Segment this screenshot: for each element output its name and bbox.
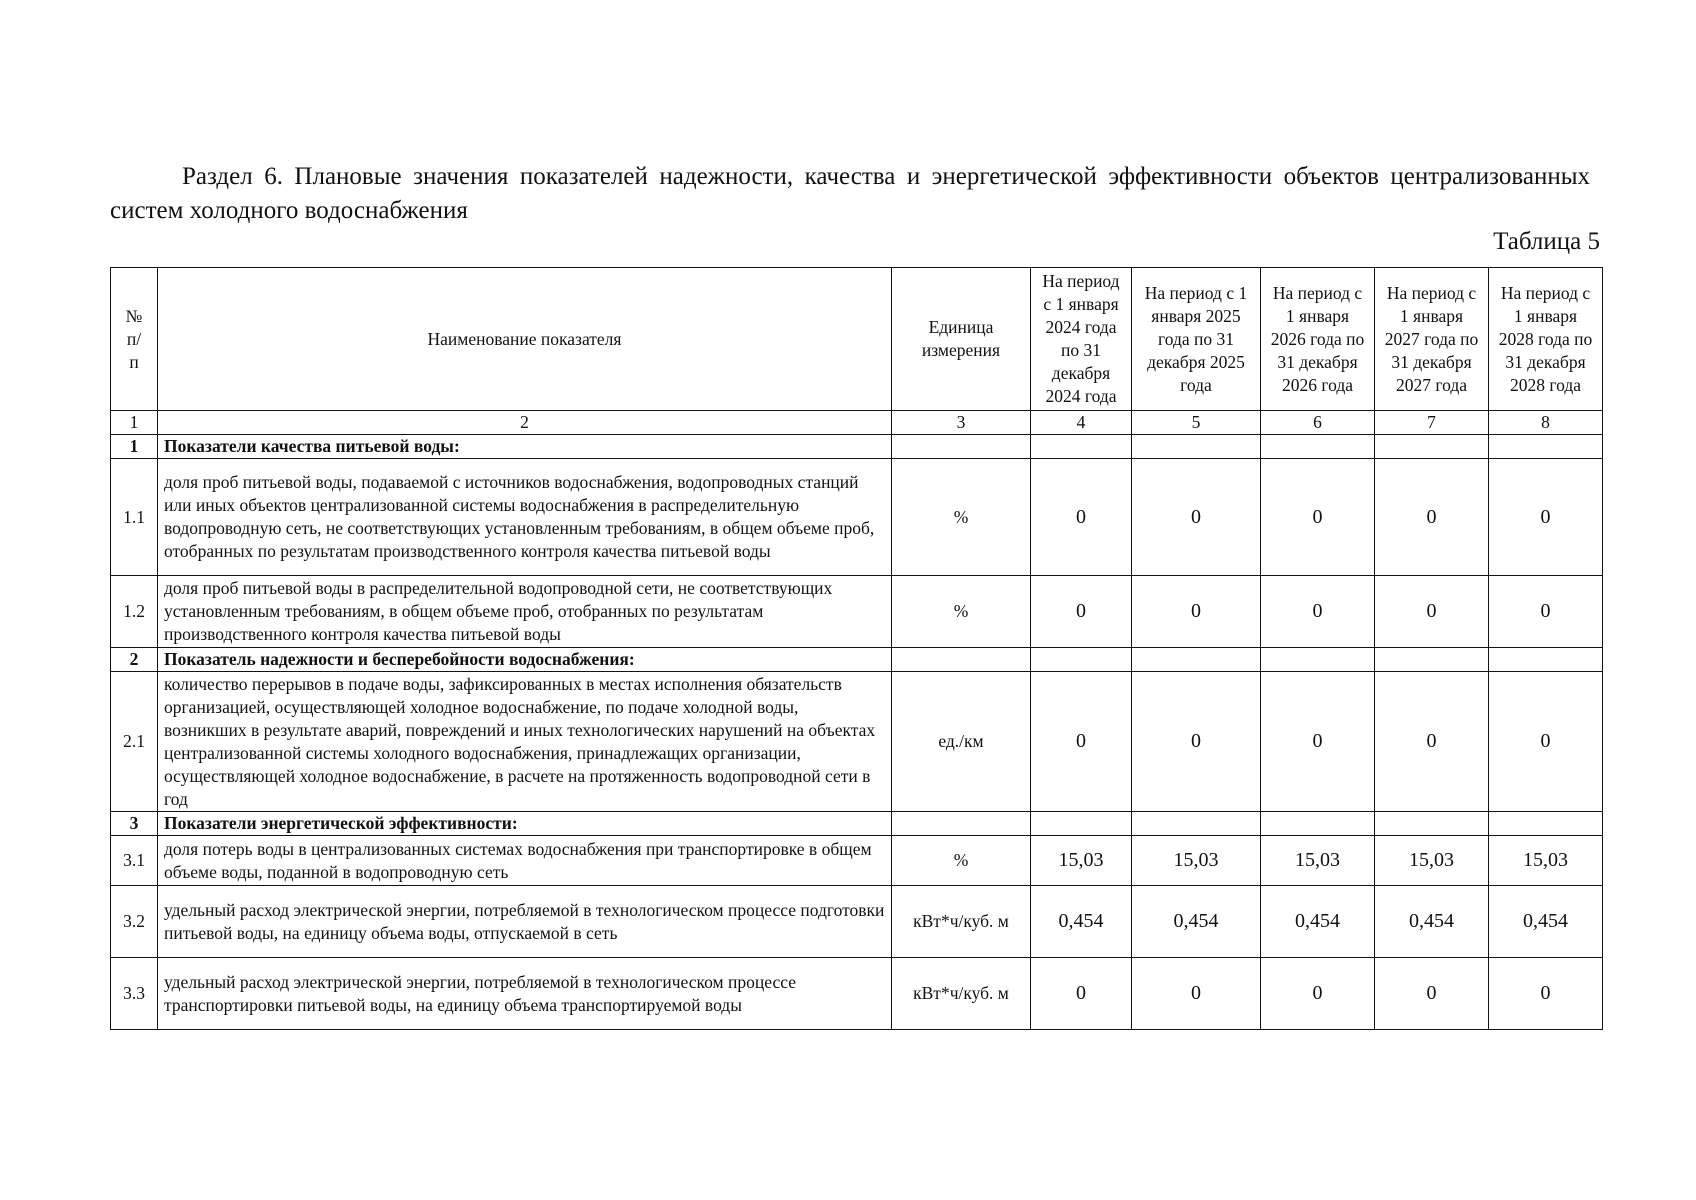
value-cell: 0,454 [1031, 886, 1132, 958]
unit-cell: кВт*ч/куб. м [892, 886, 1031, 958]
table-row [111, 576, 1603, 648]
value-cell: 0,454 [1132, 886, 1261, 958]
unit-cell: % [892, 576, 1031, 648]
table-row [111, 459, 1603, 576]
section-number: 3 [111, 812, 158, 836]
row-number: 1.1 [111, 459, 158, 576]
table-row [111, 958, 1603, 1030]
value-cell: 15,03 [1375, 836, 1489, 886]
section-title: Показатель надежности и бесперебойности водоснабжения: [158, 648, 892, 672]
section-heading: Раздел 6. Плановые значения показателей надежности, качества и энергетической эффективности объектов централизованных систем холодного водоснабжения [110, 163, 1590, 224]
value-cell: 0 [1261, 958, 1375, 1030]
col-number: 2 [158, 411, 892, 435]
value-cell: 0 [1031, 576, 1132, 648]
value-cell: 0 [1132, 576, 1261, 648]
value-cell: 0,454 [1261, 886, 1375, 958]
indicator-name: доля проб питьевой воды в распределительной водопроводной сети, не соответствующих установленным требованиям, в общем объеме проб, отобранных по результатам производственного контроля качества питьевой воды [158, 576, 892, 648]
value-cell: 15,03 [1031, 836, 1132, 886]
header-name: Наименование показателя [158, 268, 892, 411]
unit-cell: кВт*ч/куб. м [892, 958, 1031, 1030]
section-row [111, 435, 1603, 459]
header-unit: Единица измерения [892, 268, 1031, 411]
indicators-table [110, 267, 1603, 1030]
col-number: 5 [1132, 411, 1261, 435]
indicator-name: доля потерь воды в централизованных системах водоснабжения при транспортировке в общем объеме воды, поданной в водопроводную сеть [158, 836, 892, 886]
unit-cell: ед./км [892, 672, 1031, 812]
value-cell: 0 [1031, 672, 1132, 812]
value-cell: 0 [1261, 576, 1375, 648]
indicator-name: доля проб питьевой воды, подаваемой с источников водоснабжения, водопроводных станций или иных объектов централизованной системы водоснабжения в распределительную водопроводную сеть, не соответствующих установленным требованиям, в общем объеме проб, отобранных по результатам производственного контроля качества питьевой воды [158, 459, 892, 576]
table-row [111, 836, 1603, 886]
header-period-2026: На период с 1 января 2026 года по 31 декабря 2026 года [1261, 268, 1375, 411]
col-number: 7 [1375, 411, 1489, 435]
col-number: 3 [892, 411, 1031, 435]
header-period-2028: На период с 1 января 2028 года по 31 декабря 2028 года [1489, 268, 1603, 411]
indicator-name: удельный расход электрической энергии, потребляемой в технологическом процессе транспортировки питьевой воды, на единицу объема транспортируемой воды [158, 958, 892, 1030]
header-period-2027: На период с 1 января 2027 года по 31 декабря 2027 года [1375, 268, 1489, 411]
section-title: Показатели энергетической эффективности: [158, 812, 892, 836]
row-number: 3.1 [111, 836, 158, 886]
table-row [111, 672, 1603, 812]
col-number: 1 [111, 411, 158, 435]
value-cell: 0 [1375, 459, 1489, 576]
indicator-name: количество перерывов в подаче воды, зафиксированных в местах исполнения обязательств организацией, осуществляющей холодное водоснабжение, по подаче холодной воды, возникших в результате аварий, повреждений и иных технологических нарушений на объектах централизованной системы холодного водоснабжения, принадлежащих организации, осуществляющей холодное водоснабжение, в расчете на протяженность водопроводной сети в год [158, 672, 892, 812]
row-number: 3.3 [111, 958, 158, 1030]
value-cell: 0,454 [1375, 886, 1489, 958]
section-title: Показатели качества питьевой воды: [158, 435, 892, 459]
header-row [111, 268, 1603, 411]
value-cell: 15,03 [1489, 836, 1603, 886]
indicator-name: удельный расход электрической энергии, потребляемой в технологическом процессе подготовки питьевой воды, на единицу объема воды, отпускаемой в сеть [158, 886, 892, 958]
section-row [111, 812, 1603, 836]
value-cell: 0 [1031, 958, 1132, 1030]
value-cell: 0 [1132, 672, 1261, 812]
row-number: 2.1 [111, 672, 158, 812]
value-cell: 0 [1261, 672, 1375, 812]
header-num: № п/ п [111, 268, 158, 411]
value-cell: 0 [1375, 576, 1489, 648]
value-cell: 0 [1489, 576, 1603, 648]
unit-cell: % [892, 836, 1031, 886]
row-number: 1.2 [111, 576, 158, 648]
value-cell: 0 [1132, 459, 1261, 576]
table-label: Таблица 5 [1493, 228, 1600, 255]
section-number: 2 [111, 648, 158, 672]
value-cell: 0 [1031, 459, 1132, 576]
section-row [111, 648, 1603, 672]
value-cell: 15,03 [1132, 836, 1261, 886]
table-row [111, 886, 1603, 958]
section-number: 1 [111, 435, 158, 459]
value-cell: 0 [1261, 459, 1375, 576]
value-cell: 0 [1489, 958, 1603, 1030]
value-cell: 0 [1489, 459, 1603, 576]
unit-cell: % [892, 459, 1031, 576]
value-cell: 0,454 [1489, 886, 1603, 958]
value-cell: 0 [1489, 672, 1603, 812]
col-number: 6 [1261, 411, 1375, 435]
value-cell: 0 [1375, 958, 1489, 1030]
col-number: 4 [1031, 411, 1132, 435]
header-period-2025: На период с 1 января 2025 года по 31 декабря 2025 года [1132, 268, 1261, 411]
value-cell: 15,03 [1261, 836, 1375, 886]
row-number: 3.2 [111, 886, 158, 958]
value-cell: 0 [1132, 958, 1261, 1030]
column-number-row [111, 411, 1603, 435]
col-number: 8 [1489, 411, 1603, 435]
value-cell: 0 [1375, 672, 1489, 812]
header-period-2024: На период с 1 января 2024 года по 31 декабря 2024 года [1031, 268, 1132, 411]
